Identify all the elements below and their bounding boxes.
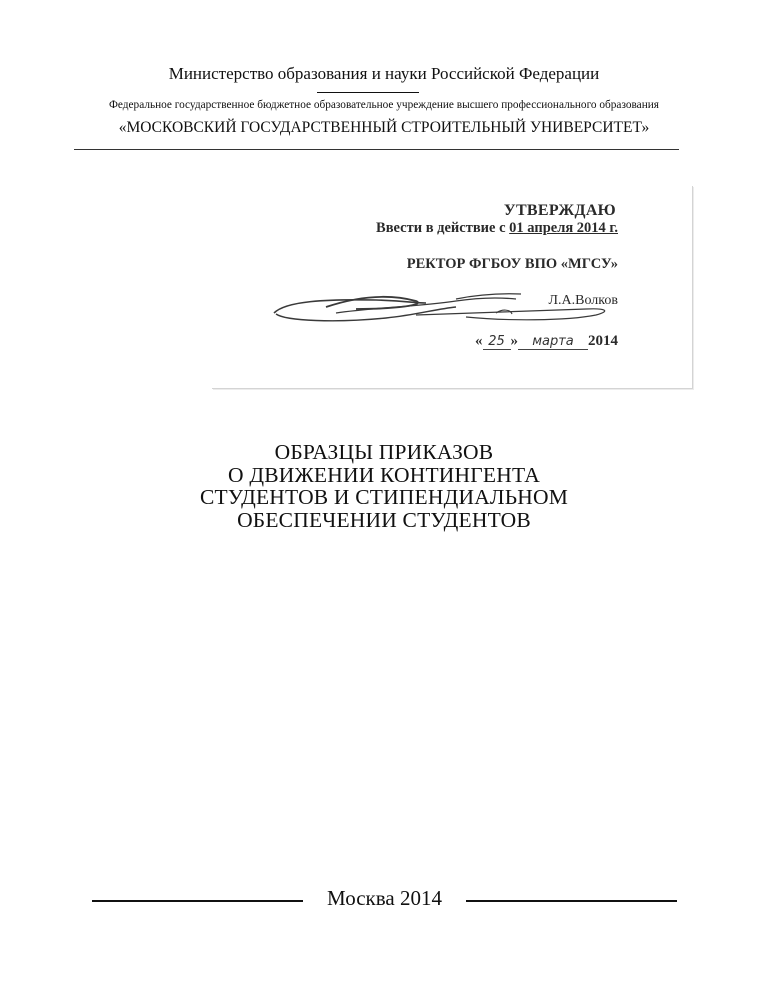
title-line-2: О ДВИЖЕНИИ КОНТИНГЕНТА bbox=[228, 462, 540, 487]
title-line-4: ОБЕСПЕЧЕНИИ СТУДЕНТОВ bbox=[237, 507, 531, 532]
university-name: «МОСКОВСКИЙ ГОСУДАРСТВЕННЫЙ СТРОИТЕЛЬНЫЙ УНИВЕРСИТЕТ» bbox=[118, 119, 650, 136]
document-title bbox=[0, 441, 768, 531]
enact-prefix: Ввести в действие с bbox=[376, 220, 506, 236]
short-divider bbox=[317, 92, 419, 93]
date-open-quote: « bbox=[475, 333, 483, 349]
rector-title: РЕКТОР ФГБОУ ВПО «МГСУ» bbox=[406, 256, 618, 272]
ministry-heading: Министерство образования и науки Российской Федерации bbox=[168, 64, 600, 83]
rector-name: Л.А.Волков bbox=[548, 293, 618, 308]
enact-date: 01 апреля 2014 г. bbox=[509, 220, 618, 236]
date-month: марта bbox=[518, 334, 588, 350]
approval-date bbox=[475, 333, 618, 350]
title-line-1: ОБРАЗЦЫ ПРИКАЗОВ bbox=[274, 440, 494, 464]
footer-rule-left bbox=[92, 900, 303, 902]
date-year: 2014 bbox=[588, 333, 618, 349]
footer-rule-right bbox=[466, 900, 677, 902]
approval-stamp bbox=[212, 186, 693, 389]
date-day: 25 bbox=[483, 334, 511, 350]
date-close-quote: » bbox=[510, 333, 518, 349]
enact-line bbox=[376, 220, 618, 237]
approval-title: УТВЕРЖДАЮ bbox=[503, 202, 616, 219]
title-line-3: СТУДЕНТОВ И СТИПЕНДИАЛЬНОМ bbox=[199, 485, 569, 509]
federal-institution-line: Федеральное государственное бюджетное образовательное учреждение высшего профессионального образования bbox=[109, 99, 659, 111]
header-divider bbox=[74, 149, 679, 150]
footer-city-year: Москва 2014 bbox=[327, 886, 442, 910]
